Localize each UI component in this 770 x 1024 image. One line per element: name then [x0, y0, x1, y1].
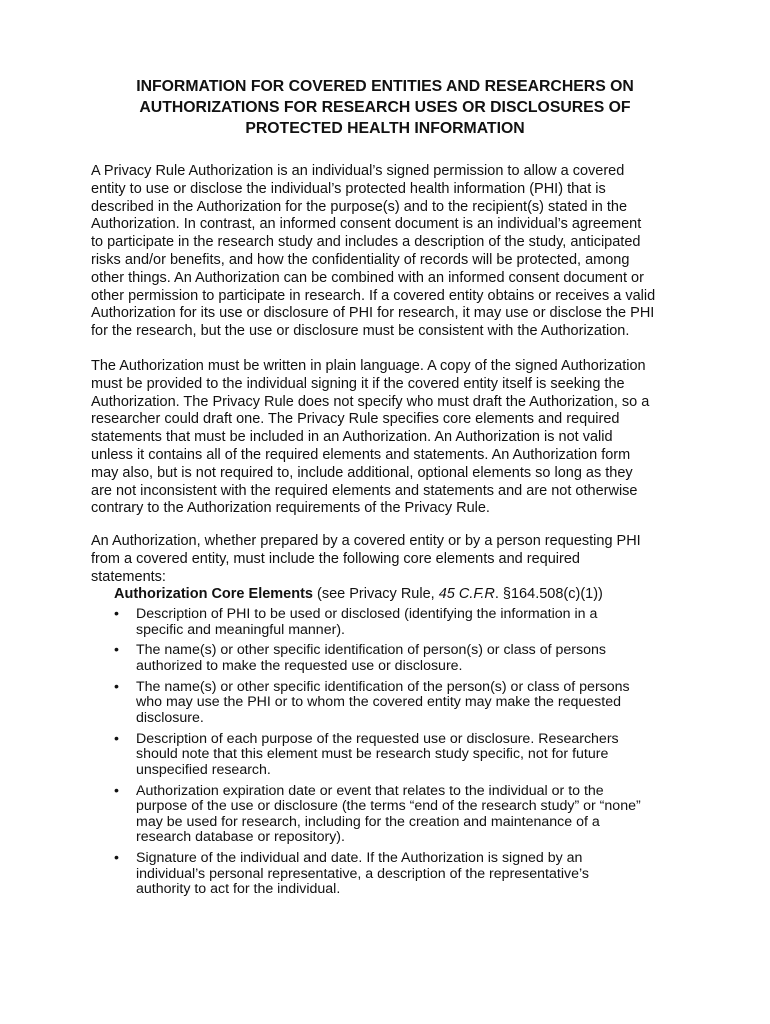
text-line: unspecified research. [136, 761, 271, 778]
text-line: Signature of the individual and date. If the Authorization is signed by an [136, 850, 583, 867]
list-item [114, 680, 694, 727]
text-line: Authorization for its use or disclosure of PHI for research, it may use or disclose the PHI [91, 305, 655, 322]
text-line: unless it contains all of the required elements and statements. An Authorization form [91, 446, 631, 463]
text-line: Description of each purpose of the requested use or disclosure. Researchers [136, 730, 619, 747]
bullet-icon: • [114, 642, 119, 659]
core-elements-heading [114, 586, 603, 604]
text-line: other permission to participate in research. If a covered entity obtains or receives a valid [91, 287, 656, 304]
text-line: must be provided to the individual signing it if the covered entity itself is seeking the [91, 375, 625, 392]
document-title [90, 76, 680, 139]
text-line: A Privacy Rule Authorization is an individual’s signed permission to allow a covered [91, 163, 625, 179]
title-line: PROTECTED HEALTH INFORMATION [245, 120, 525, 137]
text-line: An Authorization, whether prepared by a covered entity or by a person requesting PHI [91, 533, 641, 549]
text-line: specific and meaningful manner). [136, 621, 345, 638]
text-line: to participate in the research study and includes a description of the study, anticipated [91, 234, 641, 251]
text-line: individual’s personal representative, a description of the representative’s [136, 865, 589, 882]
text-line: contrary to the Authorization requirements of the Privacy Rule. [91, 500, 490, 517]
text-line: from a covered entity, must include the following core elements and required [91, 550, 580, 567]
text-line: authorized to make the requested use or disclosure. [136, 657, 463, 674]
text-line: statements that must be included in an Authorization. An Authorization is not valid [91, 429, 613, 446]
list-item [114, 607, 694, 638]
core-heading-citation: 45 C.F.R [434, 586, 495, 602]
list-item [114, 851, 694, 898]
bullet-icon: • [114, 730, 119, 747]
text-line: research database or repository). [136, 829, 345, 846]
text-line: authority to act for the individual. [136, 881, 341, 898]
text-line: described in the Authorization for the purpose(s) and to the recipient(s) stated in the [91, 198, 628, 215]
text-line: researcher could draft one. The Privacy Rule specifies core elements and required [91, 411, 620, 428]
text-line: entity to use or disclose the individual’s protected health information (PHI) that is [91, 180, 606, 197]
core-elements-list [114, 607, 694, 903]
list-item [114, 784, 694, 846]
bullet-icon: • [114, 850, 119, 867]
text-line: are not inconsistent with the required elements and statements and are not otherwise [91, 482, 638, 499]
core-heading-plain: (see Privacy Rule, [313, 586, 435, 602]
text-line: The Authorization must be written in plain language. A copy of the signed Authorization [91, 358, 646, 374]
text-line: other things. An Authorization can be combined with an informed consent document or [91, 269, 644, 286]
text-line: Authorization. The Privacy Rule does not specify who must draft the Authorization, so a [91, 393, 650, 410]
text-line: The name(s) or other specific identification of the person(s) or class of persons [136, 678, 630, 695]
text-line: disclosure. [136, 709, 204, 726]
text-line: should note that this element must be research study specific, not for future [136, 746, 609, 763]
text-line: Description of PHI to be used or disclosed (identifying the information in a [136, 606, 598, 622]
text-line: risks and/or benefits, and how the confidentiality of records will be protected, among [91, 251, 630, 268]
paragraph-plain-language [91, 358, 691, 518]
core-heading-section: . §164.508(c)(1)) [494, 586, 603, 602]
bullet-icon: • [114, 782, 119, 799]
core-heading-bold: Authorization Core Elements [114, 586, 313, 602]
bullet-icon: • [114, 606, 119, 622]
list-item [114, 643, 694, 674]
title-line: AUTHORIZATIONS FOR RESEARCH USES OR DISCLOSURES OF [139, 99, 631, 116]
text-line: for the research, but the use or disclosure must be consistent with the Authorization. [91, 323, 630, 340]
title-line: INFORMATION FOR COVERED ENTITIES AND RESEARCHERS ON [136, 78, 634, 95]
text-line: purpose of the use or disclosure (the terms “end of the research study” or “none” [136, 798, 641, 815]
text-line: statements: [91, 568, 166, 585]
text-line: who may use the PHI or to whom the covered entity may make the requested [136, 694, 621, 711]
text-line: The name(s) or other specific identification of person(s) or class of persons [136, 642, 606, 659]
text-line: Authorization expiration date or event that relates to the individual or to the [136, 782, 604, 799]
list-item [114, 732, 694, 779]
text-line: may be used for research, including for the creation and maintenance of a [136, 813, 600, 830]
text-line: may also, but is not required to, include additional, optional elements so long as they [91, 464, 633, 481]
bullet-icon: • [114, 678, 119, 695]
paragraph-core-intro [91, 533, 691, 586]
paragraph-definition [91, 163, 691, 341]
text-line: Authorization. In contrast, an informed consent document is an individual’s agreement [91, 216, 642, 233]
